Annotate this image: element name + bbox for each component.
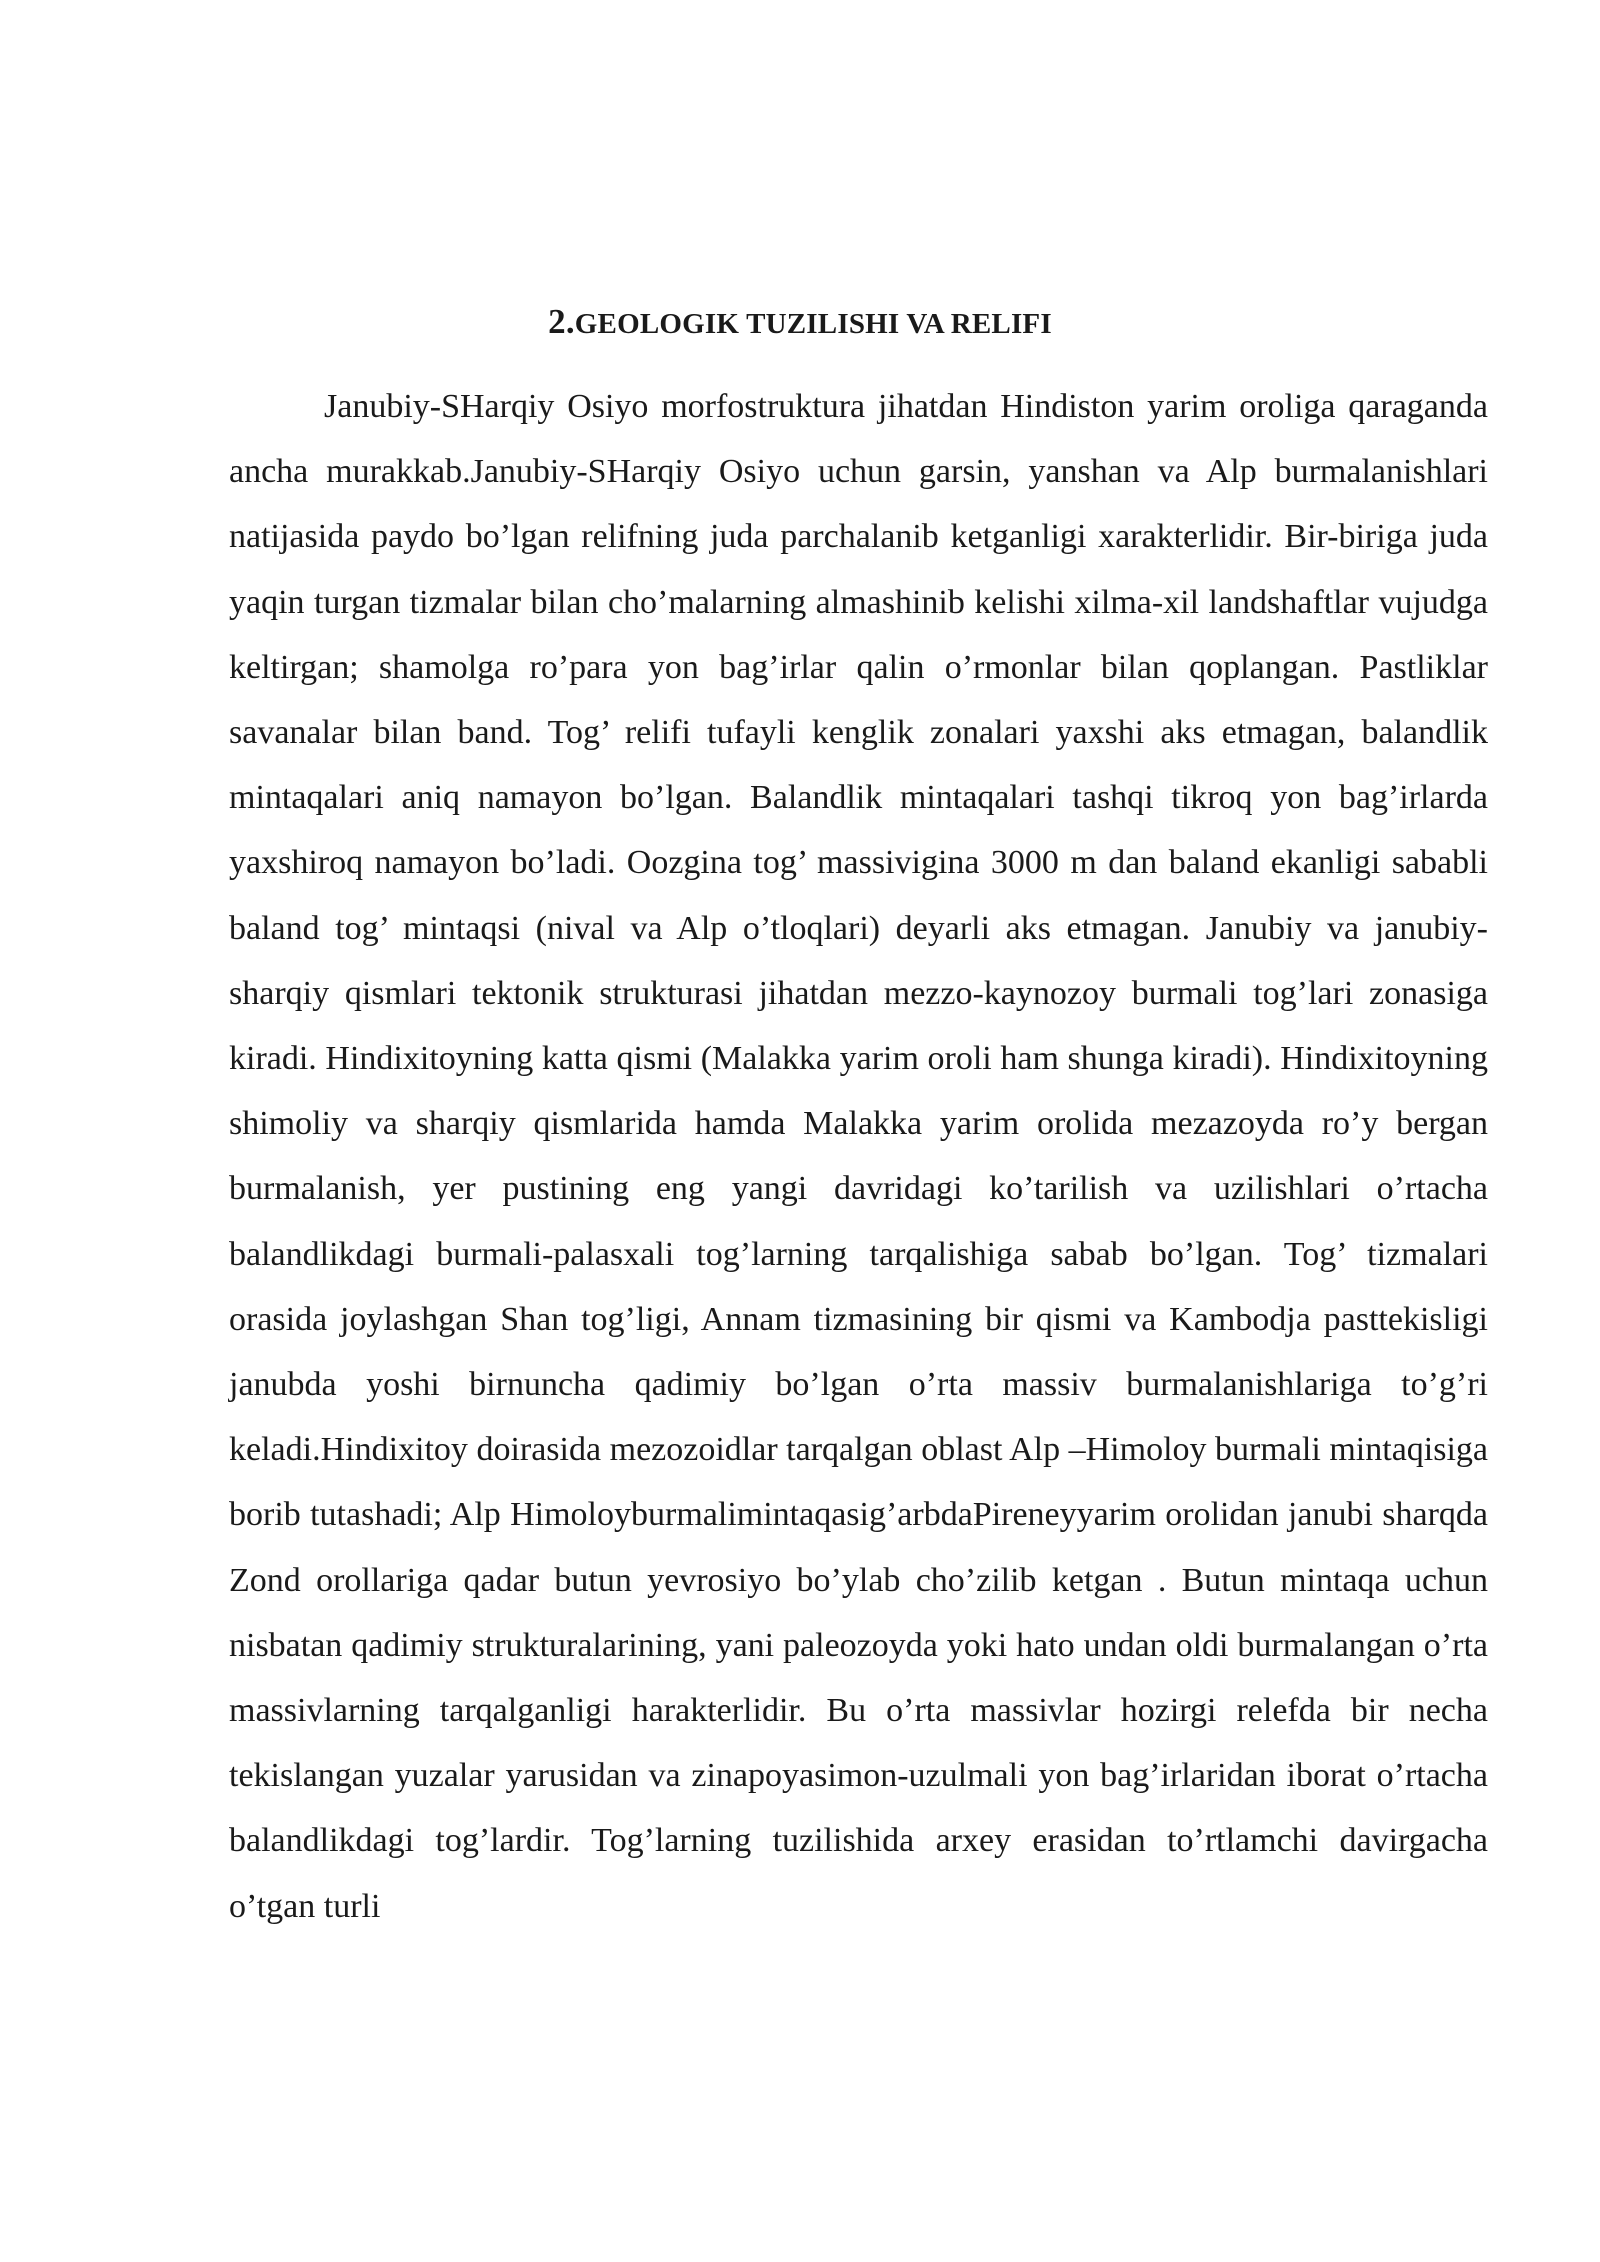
body-paragraph: Janubiy-SHarqiy Osiyo morfostruktura jihatdan Hindiston yarim oroliga qaraganda ancha murakkab.Janubiy-SHarqiy Osiyo uchun garsin, yanshan va Alp burmalanishlari natijasida paydo bo’lgan relifning juda parchalanib ketganligi xarakterlidir. Bir-biriga juda yaqin turgan tizmalar bilan cho’malarning almashinib kelishi xilma-xil landshaftlar vujudga keltirgan; shamolga ro’para yon bag’irlar qalin o’rmonlar bilan qoplangan. Pastliklar savanalar bilan band. Tog’ relifi tufayli kenglik zonalari yaxshi aks etmagan, balandlik mintaqalari aniq namayon bo’lgan. Balandlik mintaqalari tashqi tikroq yon bag’irlarda yaxshiroq namayon bo’ladi. Oozgina tog’ massivigina 3000 m dan baland ekanligi sababli baland tog’ mintaqsi (nival va Alp o’tloqlari) deyarli aks etmagan. Janubiy va janubiy-sharqiy qismlari tektonik strukturasi jihatdan mezzo-kaynozoy burmali tog’lari zonasiga kiradi. Hindixitoyning katta qismi (Malakka yarim oroli ham shunga kiradi). Hindixitoyning shimoliy va sharqiy qismlarida hamda Malakka yarim orolida mezazoyda ro’y bergan burmalanish, yer pustining eng yangi davridagi ko’tarilish va uzilishlari o’rtacha balandlikdagi burmali-palasxali tog’larning tarqalishiga sabab bo’lgan. Tog’ tizmalari orasida joylashgan Shan tog’ligi, Annam tizmasining bir qismi va Kambodja pasttekisligi janubda yoshi birnuncha qadimiy bo’lgan o’rta massiv burmalanishlariga to’g’ri keladi.Hindixitoy doirasida mezozoidlar tarqalgan oblast Alp –Himoloy burmali mintaqisiga borib tutashadi; Alp Himoloyburmalimintaqasig’arbdaPireneyyarim orolidan janubi sharqda Zond orollariga qadar butun yevrosiyo bo’ylab cho’zilib ketgan . Butun mintaqa uchun nisbatan qadimiy strukturalarining, yani paleozoyda yoki hato undan oldi burmalangan o’rta massivlarning tarqalganligi harakterlidir. Bu o’rta massivlar hozirgi relefda bir necha tekislangan yuzalar yarusidan va zinapoyasimon-uzulmali yon bag’irlaridan iborat o’rtacha balandlikdagi tog’lardir. Tog’larning tuzilishida arxey erasidan to’rtlamchi davirgacha o’tgan turli xyxy=(229,388,1488,1925)
section-heading xyxy=(0,302,1600,342)
section-number: 2. xyxy=(548,302,575,341)
body-text xyxy=(229,374,1488,1939)
section-title: GEOLOGIK TUZILISHI VA RELIFI xyxy=(574,308,1052,340)
